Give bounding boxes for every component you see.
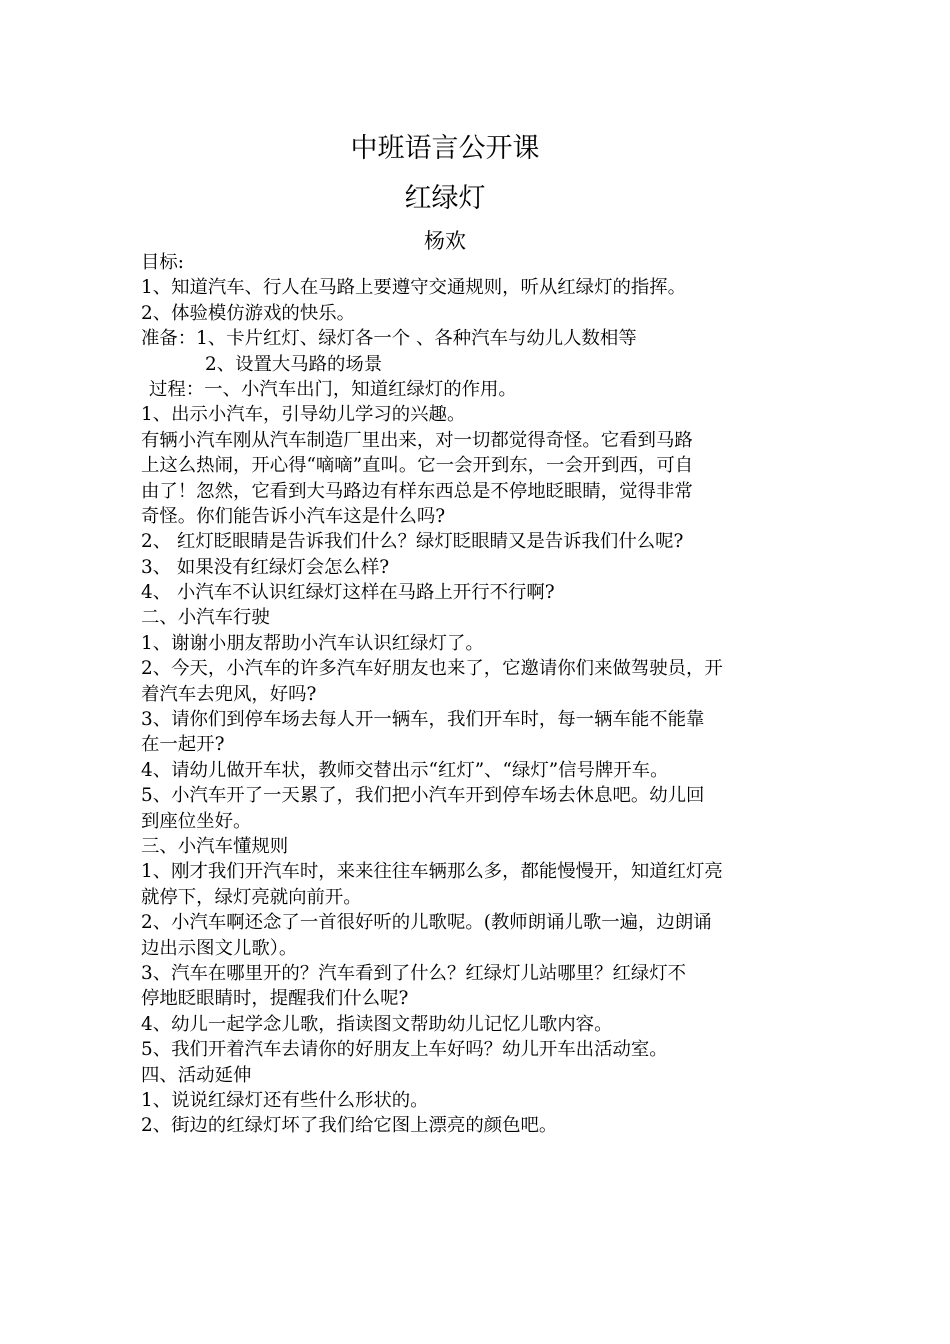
text-line: 1、刚才我们开汽车时，来来往往车辆那么多，都能慢慢开，知道红灯亮 (141, 861, 723, 883)
text-line: 5、小汽车开了一天累了，我们把小汽车开到停车场去休息吧。幼儿回 (141, 785, 705, 807)
text-line: 2、设置大马路的场景 (205, 353, 383, 375)
section-heading: 二、小汽车行驶 (141, 607, 270, 629)
text-line: 2、体验模仿游戏的快乐。 (141, 302, 355, 324)
document-author: 杨欢 (424, 229, 466, 253)
document-subtitle: 红绿灯 (404, 183, 486, 214)
text-line: 奇怪。你们能告诉小汽车这是什么吗? (141, 505, 446, 527)
text-line: 1、出示小汽车，引导幼儿学习的兴趣。 (141, 404, 466, 426)
text-line: 停地眨眼睛时，提醒我们什么呢? (141, 988, 409, 1010)
text-line: 上这么热闹，开心得“嘀嘀”直叫。它一会开到东，一会开到西，可自 (141, 455, 694, 477)
document-title: 中班语言公开课 (350, 133, 540, 164)
section-heading: 三、小汽车懂规则 (141, 835, 289, 857)
document-body (141, 250, 821, 1139)
text-line: 2、街边的红绿灯坏了我们给它图上漂亮的颜色吧。 (141, 1115, 558, 1137)
text-line: 4、幼儿一起学念儿歌，指读图文帮助幼儿记忆儿歌内容。 (141, 1013, 613, 1035)
text-line: 4、请幼儿做开车状，教师交替出示“红灯”、“绿灯”信号牌开车。 (141, 759, 669, 781)
text-line: 1、谢谢小朋友帮助小汽车认识红绿灯了。 (141, 632, 484, 654)
text-line: 准备：1、卡片红灯、绿灯各一个 、各种汽车与幼儿人数相等 (141, 328, 637, 350)
text-line: 到座位坐好。 (141, 810, 252, 832)
text-line: 3、汽车在哪里开的？汽车看到了什么？红绿灯儿站哪里？红绿灯不 (141, 962, 687, 984)
text-line: 在一起开? (141, 734, 225, 756)
text-line: 着汽车去兜风，好吗? (141, 683, 317, 705)
text-line: 就停下，绿灯亮就向前开。 (141, 886, 362, 908)
text-line: 有辆小汽车刚从汽车制造厂里出来，对一切都觉得奇怪。它看到马路 (141, 429, 693, 451)
text-line: 3、请你们到停车场去每人开一辆车，我们开车时，每一辆车能不能靠 (141, 709, 705, 731)
text-line: 1、知道汽车、行人在马路上要遵守交通规则，听从红绿灯的指挥。 (141, 277, 687, 299)
text-line: 过程：一、小汽车出门，知道红绿灯的作用。 (149, 378, 517, 400)
text-line: 2、小汽车啊还念了一首很好听的儿歌呢。(教师朗诵儿歌一遍，边朗诵 (141, 912, 712, 934)
text-line: 边出示图文儿歌）。 (141, 937, 298, 959)
text-line: 3、 如果没有红绿灯会怎么样? (141, 556, 390, 578)
text-line: 4、 小汽车不认识红绿灯这样在马路上开行不行啊? (141, 582, 555, 604)
text-line: 目标: (141, 252, 184, 273)
section-heading: 四、活动延伸 (141, 1064, 252, 1086)
text-line: 1、说说红绿灯还有些什么形状的。 (141, 1089, 429, 1111)
text-line: 由了！忽然，它看到大马路边有样东西总是不停地眨眼睛，觉得非常 (141, 480, 693, 502)
text-line: 2、 红灯眨眼睛是告诉我们什么？绿灯眨眼睛又是告诉我们什么呢? (141, 531, 684, 553)
text-line: 2、今天，小汽车的许多汽车好朋友也来了，它邀请你们来做驾驶员，开 (141, 658, 723, 680)
text-line: 5、我们开着汽车去请你的好朋友上车好吗？幼儿开车出活动室。 (141, 1039, 668, 1061)
